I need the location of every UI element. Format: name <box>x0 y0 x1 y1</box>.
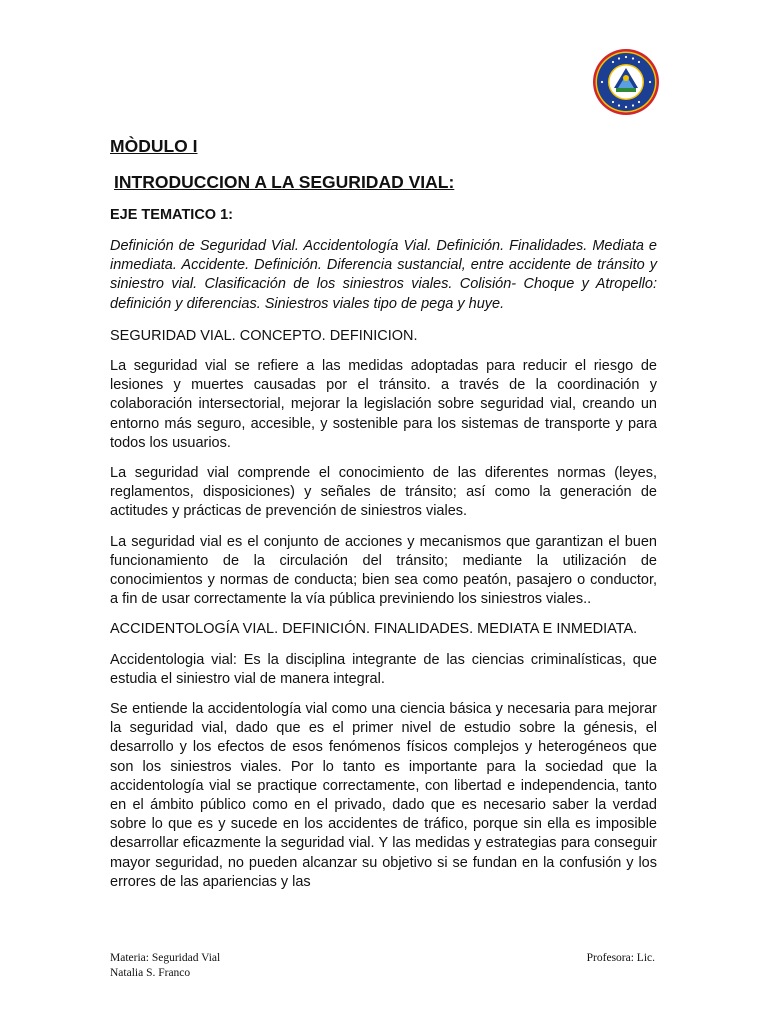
footer-teacher-name: Natalia S. Franco <box>110 967 191 979</box>
paragraph-4: Accidentologia vial: Es la disciplina integrante de las ciencias criminalísticas, que estudia el siniestro vial de manera integral. <box>110 651 657 687</box>
page-footer <box>110 951 655 981</box>
document-body <box>110 128 657 900</box>
paragraph-3: La seguridad vial es el conjunto de acciones y mecanismos que garantizan el buen funcionamiento de la circulación del tránsito; mediante la utilización de conocimientos y normas de conducta; bien sea como peatón, pasajero o conductor, a fin de usar correctamente la vía pública previniendo los siniestros viales.. <box>110 533 657 608</box>
footer-teacher-label: Profesora: Lic. <box>586 952 655 964</box>
police-school-seal-icon <box>592 48 660 116</box>
paragraph-1: La seguridad vial se refiere a las medidas adoptadas para reducir el riesgo de lesiones y muertes causadas por el tránsito. a través de la coordinación y colaboración intersectorial, mejorar la legislación sobre seguridad vial, creando un entorno más seguro, accesible, y sostenible para los sistemas de transporte y para todos los usuarios. <box>110 358 657 451</box>
intro-paragraph: Definición de Seguridad Vial. Accidentología Vial. Definición. Finalidades. Mediata e inmediata. Accidente. Definición. Diferencia sustancial, entre accidente de tránsito y siniestro vial. Clasificación de los siniestros viales. Colisión- Choque y Atropello: definición y diferencias. Siniestros viales tipo de pega y huye. <box>110 238 657 312</box>
eje-title: EJE TEMATICO 1: <box>110 207 233 223</box>
module-title: MÒDULO I <box>110 136 198 156</box>
section-heading-seguridad-vial: SEGURIDAD VIAL. CONCEPTO. DEFINICION. <box>110 327 418 344</box>
paragraph-5: Se entiende la accidentología vial como una ciencia básica y necesaria para mejorar la seguridad vial, dado que es el primer nivel de estudio sobre la génesis, el desarrollo y los efectos de esos fenómenos físicos complejos y heterogéneos que son los siniestros viales. Por lo tanto es importante para la sociedad que la accidentología vial se practique correctamente, con libertad e independencia, tanto en el ámbito público como en el privado, dado que es necesario saber la verdad sobre lo que es y sucede en los accidentes de tráfico, porque sin ella es imposible desarrollar eficazmente la seguridad vial. Y las medidas y estrategias para conseguir mayor seguridad, no pueden alcanzar su objetivo si se fundan en la confusión y los errores de las apariencias y las <box>110 701 657 890</box>
paragraph-2: La seguridad vial comprende el conocimiento de las diferentes normas (leyes, reglamentos, disposiciones) y señales de tránsito; así como la generación de actitudes y prácticas de prevención de siniestros viales. <box>110 465 657 520</box>
footer-subject: Materia: Seguridad Vial <box>110 952 221 964</box>
section-heading-accidentologia: ACCIDENTOLOGÍA VIAL. DEFINICIÓN. FINALIDADES. MEDIATA E INMEDIATA. <box>110 621 638 638</box>
intro-title: INTRODUCCION A LA SEGURIDAD VIAL: <box>114 172 455 192</box>
